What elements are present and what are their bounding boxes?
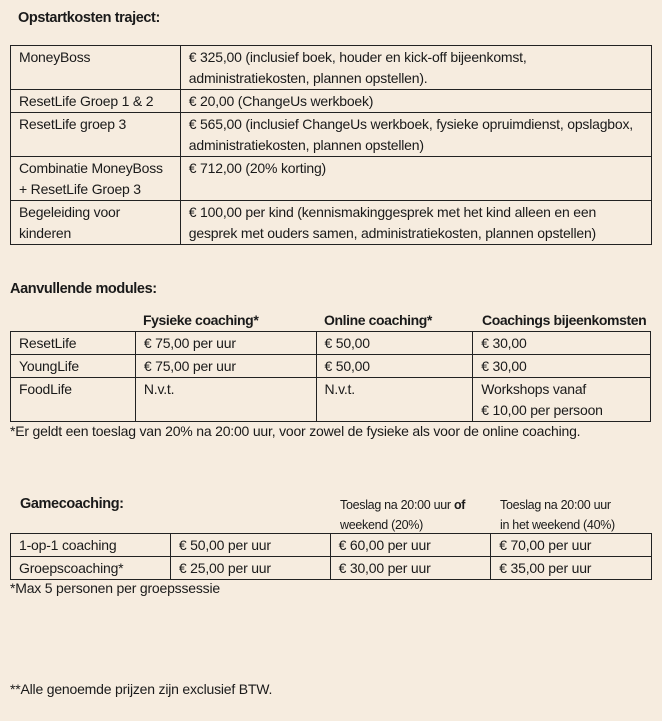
module-online: N.v.t. <box>316 378 473 422</box>
toeslag-note: *Er geldt een toeslag van 20% na 20:00 uur, voor zowel de fysieke als voor de online coaching. <box>10 423 581 439</box>
game-toeslag-20: € 30,00 per uur <box>330 557 491 580</box>
row-price: € 20,00 (ChangeUs werkboek) <box>180 90 651 113</box>
workshop-price: € 10,00 per persoon <box>481 402 603 418</box>
module-fysiek: N.v.t. <box>135 378 316 422</box>
row-price: € 325,00 (inclusief boek, houder en kick-off bijeenkomst, administratiekosten, plannen opstellen). <box>180 46 651 90</box>
header-text: weekend (20%) <box>340 518 423 532</box>
module-name: ResetLife <box>11 332 136 355</box>
section-title-aanvullende-modules: Aanvullende modules: <box>10 281 157 297</box>
module-bijeenkomst <box>473 378 651 422</box>
section-title-opstartkosten: Opstartkosten traject: <box>18 10 160 26</box>
section-title-gamecoaching: Gamecoaching: <box>20 496 124 512</box>
module-fysiek: € 75,00 per uur <box>135 332 316 355</box>
module-online: € 50,00 <box>316 355 473 378</box>
table-row <box>11 201 652 245</box>
workshop-label: Workshops vanaf <box>481 381 587 397</box>
row-name: ResetLife groep 3 <box>11 113 181 157</box>
btw-note: **Alle genoemde prijzen zijn exclusief BTW. <box>10 681 273 697</box>
table-row <box>11 46 652 90</box>
table-row <box>11 157 652 201</box>
row-price: € 712,00 (20% korting) <box>180 157 651 201</box>
row-name: ResetLife Groep 1 & 2 <box>11 90 181 113</box>
table-row <box>11 534 652 557</box>
header-text: in het weekend (40%) <box>500 518 615 532</box>
header-emphasis: of <box>453 498 466 512</box>
row-name: Combinatie MoneyBoss + ResetLife Groep 3 <box>11 157 181 201</box>
column-header-toeslag-40 <box>500 495 615 535</box>
table-row <box>11 90 652 113</box>
module-fysiek: € 75,00 per uur <box>135 355 316 378</box>
column-header-online: Online coaching* <box>324 312 432 328</box>
column-header-bijeenkomsten: Coachings bijeenkomsten <box>482 312 647 328</box>
row-name: Begeleiding voor kinderen <box>11 201 181 245</box>
module-name: FoodLife <box>11 378 136 422</box>
table-row <box>11 355 651 378</box>
column-header-toeslag-20 <box>340 495 465 535</box>
game-base: € 50,00 per uur <box>170 534 330 557</box>
game-toeslag-20: € 60,00 per uur <box>330 534 491 557</box>
module-bijeenkomst: € 30,00 <box>473 332 651 355</box>
game-toeslag-40: € 70,00 per uur <box>491 534 652 557</box>
gamecoaching-table <box>10 533 652 580</box>
game-base: € 25,00 per uur <box>170 557 330 580</box>
header-text: Toeslag na 20:00 uur <box>500 498 611 512</box>
row-price: € 100,00 per kind (kennismakinggesprek met het kind alleen en een gesprek met ouders samen, administratiekosten, plannen opstellen) <box>180 201 651 245</box>
table-row <box>11 557 652 580</box>
column-header-fysieke: Fysieke coaching* <box>143 312 259 328</box>
table-row <box>11 332 651 355</box>
groepssessie-note: *Max 5 personen per groepssessie <box>10 580 220 596</box>
module-bijeenkomst: € 30,00 <box>473 355 651 378</box>
row-price: € 565,00 (inclusief ChangeUs werkboek, fysieke opruimdienst, opslagbox, administratiekosten, plannen opstellen) <box>180 113 651 157</box>
opstartkosten-table <box>10 45 652 245</box>
module-name: YoungLife <box>11 355 136 378</box>
table-row <box>11 378 651 422</box>
game-name: Groepscoaching* <box>11 557 171 580</box>
table-row <box>11 113 652 157</box>
game-toeslag-40: € 35,00 per uur <box>491 557 652 580</box>
game-name: 1-op-1 coaching <box>11 534 171 557</box>
modules-table <box>10 331 651 422</box>
row-name: MoneyBoss <box>11 46 181 90</box>
module-online: € 50,00 <box>316 332 473 355</box>
header-text: Toeslag na 20:00 uur <box>340 498 454 512</box>
